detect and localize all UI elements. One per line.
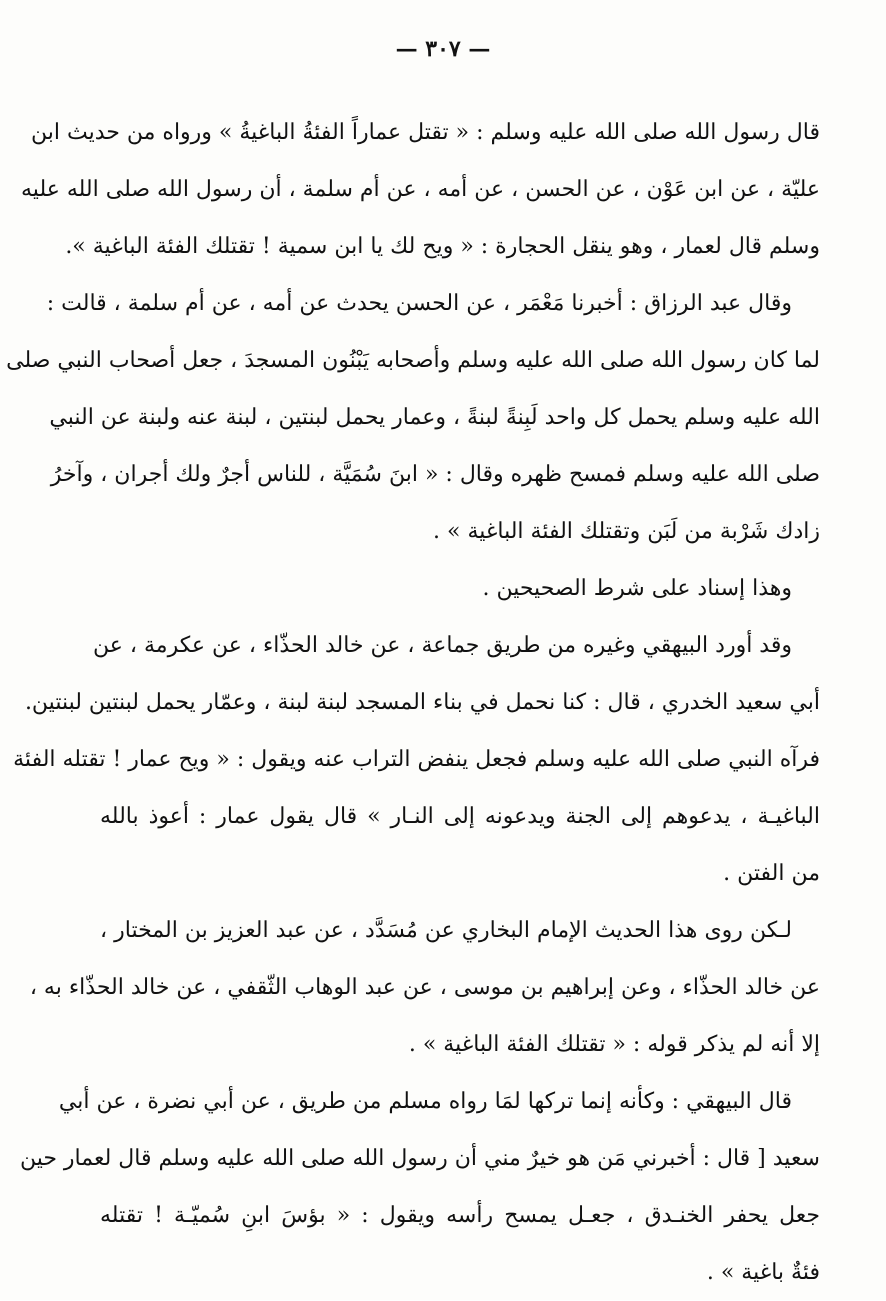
- text-line: من الفتن .: [723, 861, 820, 886]
- paragraph: [19, 1073, 820, 1301]
- paragraph: [29, 902, 820, 1073]
- text-line: لما كان رسول الله صلى الله عليه وسلم وأصحابه يَبْنُون المسجدَ ، جعل أصحاب النبي صلى: [6, 348, 820, 373]
- paragraph: [13, 617, 820, 902]
- text-line: وهذا إسناد على شرط الصحيحين .: [482, 576, 792, 601]
- paragraph: [21, 104, 820, 275]
- text-line: جعل يحفر الخنـدق ، جعـل يمسح رأسه ويقول : « بؤسَ ابنِ سُميّـة ! تقتله: [100, 1203, 820, 1228]
- text-line: الله عليه وسلم يحمل كل واحد لَبِنةً لبنةً ، وعمار يحمل لبنتين ، لبنة عنه ولبنة عن النبي: [49, 405, 820, 430]
- text-line: زادك شَرْبة من لَبَن وتقتلك الفئة الباغية » .: [433, 519, 820, 544]
- text-line: قال البيهقي : وكأنه إنما تركها لمَا رواه مسلم من طريق ، عن أبي نضرة ، عن أبي: [58, 1089, 792, 1114]
- text-line: سعيد [ قال : أخبرني مَن هو خيرٌ مني أن رسول الله صلى الله عليه وسلم قال لعمار حين: [19, 1146, 820, 1171]
- text-line: قال رسول الله صلى الله عليه وسلم : « تقتل عماراً الفئةُ الباغيةُ » ورواه من حديث ابن: [31, 120, 820, 145]
- page-number: — ٣٠٧ —: [395, 36, 491, 62]
- paragraph: [100, 560, 820, 617]
- text-line: صلى الله عليه وسلم فمسح ظهره وقال : « ابنَ سُمَيَّة ، للناس أجرٌ ولك أجران ، وآخرُ: [50, 462, 820, 487]
- text-line: فئةٌ باغية » .: [706, 1260, 820, 1285]
- text-line: عن خالد الحذّاء ، وعن إبراهيم بن موسى ، عن عبد الوهاب الثّقفي ، عن خالد الحذّاء به ،: [29, 975, 820, 1000]
- text-line: وقد أورد البيهقي وغيره من طريق جماعة ، عن خالد الحذّاء ، عن عكرمة ، عن: [93, 633, 792, 658]
- text-line: عليّة ، عن ابن عَوْن ، عن الحسن ، عن أمه ، عن أم سلمة ، أن رسول الله صلى الله عليه: [21, 177, 820, 202]
- text-line: الباغيـة ، يدعوهم إلى الجنة ويدعونه إلى النـار » قال يقول عمار : أعوذ بالله: [100, 804, 820, 829]
- text-line: إلا أنه لم يذكر قوله : « تقتلك الفئة الباغية » .: [408, 1032, 820, 1057]
- paragraph: [6, 275, 820, 560]
- text-line: لـكن روى هذا الحديث الإمام البخاري عن مُسَدَّد ، عن عبد العزيز بن المختار ،: [100, 918, 792, 943]
- text-line: وسلم قال لعمار ، وهو ينقل الحجارة : « ويح لك يا ابن سمية ! تقتلك الفئة الباغية ».: [65, 234, 820, 259]
- text-line: أبي سعيد الخدري ، قال : كنا نحمل في بناء المسجد لبنة لبنة ، وعمّار يحمل لبنتين لبنتين.: [24, 690, 820, 715]
- text-line: فرآه النبي صلى الله عليه وسلم فجعل ينفض التراب عنه ويقول : « ويح عمار ! تقتله الفئة: [13, 747, 820, 772]
- body-text: [6, 104, 820, 1301]
- text-line: وقال عبد الرزاق : أخبرنا مَعْمَر ، عن الحسن يحدث عن أمه ، عن أم سلمة ، قالت :: [46, 291, 792, 316]
